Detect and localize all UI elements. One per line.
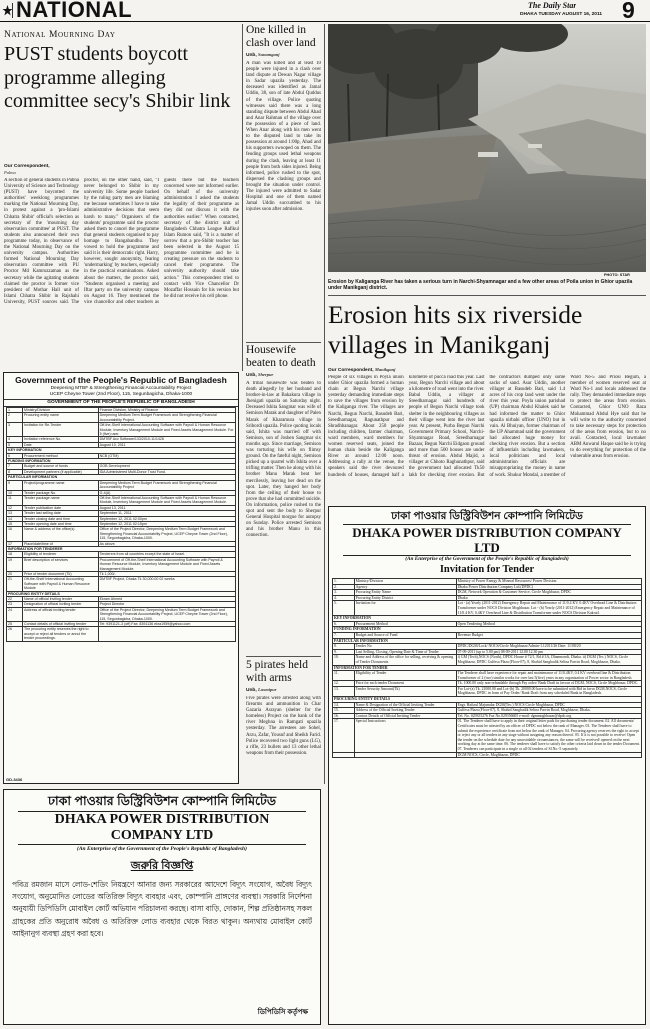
row-value: DMTBF Acc Software/133/2010-11/1428 bbox=[98, 437, 235, 442]
dpdc-en-notice-title: Invitation for Tender bbox=[439, 564, 535, 575]
row-value: G-4(A) bbox=[98, 490, 235, 495]
row-label: Ministry/Division bbox=[23, 408, 99, 413]
brief1-headline: One killed in clash over land bbox=[246, 24, 316, 49]
row-value: i) GM (Tech),NOCS (North), DPDC House # 72/1, Rd # 3A, Dhanmondi, Dhaka. ii) DGM (Tec.) NOCS, Circle Moghbazar, DPDC Gulfesa Plaza (Floor-07), 8, Shahid Sangbadik Selina Parvin Road, Moghbazar, Dhaka. bbox=[456, 655, 641, 665]
issue-dateline: DHAKA TUESDAY AUGUST 16, 2011 bbox=[520, 12, 603, 17]
star-logo bbox=[2, 3, 13, 18]
row-label bbox=[354, 752, 456, 758]
tender-section-heading: PROCURING ENTITY DETAILS bbox=[333, 697, 642, 703]
row-number: 13 bbox=[7, 511, 23, 516]
tender-section-heading: INFORMATION FOR TENDER bbox=[333, 665, 642, 671]
tender-table-body bbox=[6, 407, 236, 642]
row-label: Tender Security Amount(Tk) bbox=[354, 686, 456, 696]
row-label: Name and Address of the office for selling, receiving & opening of Tender Documents bbox=[354, 655, 456, 665]
row-value: IDA Administered Multi-Donor Trust Fund. bbox=[98, 469, 235, 474]
row-number: 7 bbox=[7, 464, 23, 469]
brief-rule bbox=[246, 656, 321, 657]
row-label: Designation of official inviting tender bbox=[23, 602, 99, 607]
row-number: 12. bbox=[333, 681, 355, 687]
lead-dateline: Pabna bbox=[4, 170, 16, 175]
page-number: 9 bbox=[622, 0, 635, 22]
table-row bbox=[7, 577, 236, 591]
row-value: Office of the Project Director, Deepening Medium Term Budget Framework and Strengthening Financial Accountability Project, UCEP Cheyne Tower (2nd Floor), 115, Segunbagicha, Dhaka-1000. bbox=[98, 527, 235, 541]
table-row bbox=[7, 627, 236, 641]
row-value: Off-the-Shelf International Accounting Software with Payroll & Human Resource Module, Inventory Management Module and Fixed Assets Management Module. For 5 (five) user. bbox=[98, 423, 235, 437]
row-value: Tenderers from all countries except the state of Israel. bbox=[98, 552, 235, 557]
row-label: Special Instructions bbox=[354, 719, 456, 752]
row-label: Procurement Method bbox=[354, 621, 456, 627]
tender-section-heading: PARTICULAR INFORMATION bbox=[333, 638, 642, 644]
row-label: Last Selling, Closing, Opening Date & Time of Tender bbox=[354, 649, 456, 655]
row-value: Tk. 1000.00 only non-refundable through Pay order/ Bank Draft in favour of DGM, NOCS, Circle Moghbazar, DPDC. bbox=[456, 681, 641, 687]
erosion-photo bbox=[328, 24, 646, 272]
tender-section-heading: PARTICULAR INFORMATION bbox=[7, 475, 236, 480]
paper-name: The Daily Star bbox=[528, 1, 577, 10]
erosion-headline: Erosion hits six riverside villages in Manikganj bbox=[328, 300, 583, 359]
row-label: Tender No bbox=[354, 644, 456, 650]
row-number: 13. bbox=[333, 686, 355, 696]
lead-kicker: National Mourning Day bbox=[4, 30, 116, 40]
brief1-source: Unb, bbox=[246, 53, 257, 58]
dpdc-bn-notice-body: পবিত্র রমজান মাসে লোড-শেডিং নিয়ন্ত্রণে আনার জন্য সরকারের আদেশে বিদ্যুৎ সংযোগ, অবৈধ বিদ্যুৎ সংযোগ, অনুমোদিত লোডের অতিরিক্ত বিদ্যুৎ ব্যবহার এবং, কোম্পানি প্রাঙ্গণের ব্যবস্থা। সরকারি নির্দেশনা অনুযায়ী ডিপিডিসি মোবাইল কোর্ট অভিযান পরিচালনা করছে। বাসা বাড়ি, দোকান, শিল্প প্রতিষ্ঠানসহ সকল গ্রাহকের প্রতি অনুরোধ অবৈধ ও অতিরিক্ত লোড ব্যবহার থেকে বিরত থাকুন। অন্যথায় মোবাইল কোর্ট আইনানুগ ব্যবস্থা গ্রহণ করা হবে। bbox=[12, 880, 312, 938]
govt-tender-table bbox=[4, 407, 238, 642]
photo-credit: PHOTO: STAR bbox=[604, 273, 630, 277]
row-label: Procuring Entity Name bbox=[354, 590, 456, 596]
row-label: Budget and Source of Fund bbox=[354, 632, 456, 638]
dpdc-bn-name-en: DHAKA POWER DISTRIBUTION COMPANY LTD bbox=[18, 811, 306, 845]
row-number: 6 bbox=[7, 453, 23, 458]
table-row bbox=[333, 681, 642, 687]
row-number: 18 bbox=[7, 552, 23, 557]
row-number: 26 bbox=[7, 627, 23, 641]
dpdc-tender-ad bbox=[328, 506, 646, 1025]
row-label: Invitation for Re-Tender bbox=[23, 423, 99, 437]
brief1-dateline: Sunamganj bbox=[258, 52, 280, 57]
erosion-byline-block bbox=[328, 367, 408, 374]
row-value: DPDC/DGM/Lock/ NOCS/Circle Moghbazar/Admin-1.12011/26 Date: 11/08/20 bbox=[456, 644, 641, 650]
erosion-photo-image bbox=[328, 24, 646, 272]
table-row bbox=[333, 655, 642, 665]
row-value: Finance Division, Ministry of Finance bbox=[98, 408, 235, 413]
row-value: Tel: 9391121-3 (off) Fax: 8391136 ekra1959@yahoo.com bbox=[98, 622, 235, 627]
row-value: DGM NOCS, Circle, Moghbazar, DPDC bbox=[456, 752, 641, 758]
row-value: As above. bbox=[98, 541, 235, 546]
row-number: 25 bbox=[7, 622, 23, 627]
govt-tender-title: Government of the People's Republic of Bangladesh bbox=[15, 375, 227, 385]
brief-rule bbox=[246, 342, 321, 343]
row-value: Deepening Medium Term Budget Framework and Strengthening Financial Accountability Project. bbox=[98, 413, 235, 423]
row-label: Tender package name bbox=[23, 495, 99, 505]
table-row bbox=[333, 752, 642, 758]
table-row bbox=[7, 607, 236, 621]
row-value: Ekram Ahmed bbox=[98, 597, 235, 602]
row-value: For Lot-(a) Tk. 21000.00 and Lot-(b) Tk. 20000.00 have to be submitted with Bid in favor DGM,NOCS, Circle Moghbazar, DPDC in form of Pay Order/ Bank Draft from any scheduled Bank in Bangladesh. bbox=[456, 686, 641, 696]
lead-byline: Our Correspondent, bbox=[4, 164, 50, 169]
column-rule bbox=[242, 24, 243, 371]
row-value: Off-the-Shelf International Accounting Software with Payroll & Human Resource Module, Inventory Management Module and Fixed Assets Management Module. bbox=[98, 495, 235, 505]
row-label: Name of official inviting tender bbox=[23, 597, 99, 602]
row-number: 16. bbox=[333, 713, 355, 719]
erosion-dateline: Manikganj bbox=[374, 367, 396, 372]
brief2-source: Unb, bbox=[246, 373, 257, 378]
row-label: Date bbox=[23, 442, 99, 447]
section-title: NATIONAL bbox=[16, 0, 133, 22]
row-value: Revenue Budget bbox=[456, 632, 641, 638]
row-number: 15 bbox=[7, 521, 23, 526]
row-value: GOB Development bbox=[98, 464, 235, 469]
brief3-body: Five pirates were arrested along with firearms and ammunition in Char Gazaria Asrayan (shelter for the homeless) Project on the bank of the river Meghna in Ramgati upazila yesterday. The arrestees are Sohel, Arzu, Zafar, Yousuf and Sheikh Farid. Police recovered two light guns (LG), a rifle, 23 bullets and 13 other lethal weapons from their possession. bbox=[246, 696, 321, 756]
row-number: 4 bbox=[7, 437, 23, 442]
row-label: Place/date/time of bbox=[23, 541, 99, 546]
brief3-source: Unb, bbox=[246, 688, 257, 693]
brief2-byline bbox=[246, 372, 321, 379]
brief-housewife bbox=[246, 344, 321, 654]
dpdc-en-name-bn: ঢাকা পাওয়ার ডিস্ট্রিবিউশন কোম্পানি লিমিটেড bbox=[391, 510, 583, 522]
row-number: 14 bbox=[7, 516, 23, 521]
row-number: 2. bbox=[333, 584, 355, 590]
row-number: 8 bbox=[7, 469, 23, 474]
row-label: Brief description of services bbox=[23, 557, 99, 571]
row-number: 10 bbox=[7, 490, 23, 495]
row-label: Eligibility of tenderer bbox=[23, 552, 99, 557]
row-label: Procurement method bbox=[23, 453, 99, 458]
row-label: Tender publication date bbox=[23, 505, 99, 510]
dpdc-en-name: DHAKA POWER DISTRIBUTION COMPANY LTD bbox=[343, 524, 631, 556]
row-value: Procurement of Off-the-Shelf International Accounting Software with Payroll & Human Resource Module, Inventory Management Module and Fixed Assets Management Module. bbox=[98, 557, 235, 571]
erosion-source: Our Correspondent, bbox=[328, 368, 374, 373]
row-label: Tender last selling date bbox=[23, 511, 99, 516]
row-number: 3. bbox=[333, 590, 355, 596]
row-label: Development partners (if applicable) bbox=[23, 469, 99, 474]
tender-section-heading: KEY INFORMATION bbox=[333, 616, 642, 622]
row-label: Invitation reference No. bbox=[23, 437, 99, 442]
row-number: 11. bbox=[333, 671, 355, 681]
row-label: Tender package No. bbox=[23, 490, 99, 495]
row-value: 07-09-2011 (up to 5.00 pm) 08-09-2011 12.00 12.30 pm bbox=[456, 649, 641, 655]
govt-tender-line: Deepening MTBF & Strengthening Financial Accountability Project bbox=[50, 386, 192, 391]
row-value: Tel. No. 029355276 Fax No.029356605 e-mail: dgmmoghbazar@dpdc.org bbox=[456, 713, 641, 719]
table-row bbox=[333, 671, 642, 681]
erosion-byline bbox=[328, 367, 408, 374]
row-number: 22 bbox=[7, 597, 23, 602]
govt-tender-subtitle: GOVERNMENT OF THE PEOPLE'S REPUBLIC OF BANGLADESH bbox=[4, 399, 238, 407]
govt-tender-code: GD-3436 bbox=[6, 777, 23, 782]
caption-rule bbox=[328, 295, 646, 296]
dpdc-tender-table bbox=[329, 578, 645, 758]
row-value bbox=[98, 627, 235, 641]
row-number: 7. bbox=[333, 632, 355, 638]
row-label: Contact details of official inviting tender bbox=[23, 622, 99, 627]
row-value: Office of the Project Director, Deepening Medium Term Budget Framework and Strengthening Financial Accountability Project, UCEP Cheyne Tower (2nd Floor), 115, Segunbagicha, Dhaka-1000. bbox=[98, 607, 235, 621]
row-label: Address of official inviting tender bbox=[23, 607, 99, 621]
row-value: DGM, Network Operation & Customer Service, Circle Moghbazar, DPDC bbox=[456, 590, 641, 596]
row-label: Name & Designation of the Official Inviting Tender bbox=[354, 702, 456, 708]
brief1-byline bbox=[246, 52, 321, 59]
brief3-headline: 5 pirates held with arms bbox=[246, 659, 308, 684]
lead-byline-block bbox=[4, 164, 64, 176]
dpdc-bangla-notice bbox=[3, 789, 321, 1025]
masthead bbox=[0, 0, 650, 22]
row-value: 01. The Tenderer shall have to apply in their original letter pads for purchasing tender document. 02. All documents/ Certificates must be attested by an officer of DPDC not below the rank of Manager. 03. The Tenderer shall have to submit the experience certificate from not below the rank of Manager. 04. Procuring agency reserves the right to accept or reject any or all tenders in any stage without assigning any reason thereof. 05. If it is not possible to receive/ Open the tender on the schedule date for any unavoidable circumstances, the same will be received/ opened on the next working day at the same time. 06. The tenderer shall have to satisfy the other criteria laid down in the tender Document. 07. Tenderers can participate in a single or all 02 tenders of Sl.No.-5 separately. bbox=[457, 719, 640, 751]
row-label: Off-the-Shelf International Accounting Software with Payroll & Human Resource Module bbox=[23, 577, 99, 591]
photo-caption: Erosion by Kaliganga River has taken a serious turn in Narchi-Shyamnagar and a few other areas of Poila union in Ghior upazila under Manikganj district. bbox=[328, 279, 633, 292]
table-row bbox=[7, 527, 236, 541]
brief1-body: A man was killed and at least 10 people were injured in a clash over land dispute at Dewan Nagar village in Sadar upazila yesterday. The deceased was identified as Jamal Uddin, 38, son of late Abdul Quddus of the village. Police quoting witnesses said there was a long standing dispute between Abdul Ahad and Anar Rahman of the village over the possession of a piece of land. When Anar along with his men went to the disputed land to take its possession at around 1:00p, Ahad and his supporters swooped on them. The feuding groups used lethal weapons during the clash, leaving at least 11 people from both sides injured. Being informed, police rushed to the spot, dispersed the clashing groups and brought the situation under control. The injured were admitted to Sadar Hospital and one of them named Jamal Uddin succumbed to his injuries soon after admission. bbox=[246, 61, 321, 213]
dpdc-bn-name: ঢাকা পাওয়ার ডিস্ট্রিবিউশন কোম্পানি লিমিটেড bbox=[47, 794, 277, 808]
row-label: Invitation for bbox=[354, 601, 456, 616]
row-value: Lot - (a) Yearly (2011-2012) Emergency Repair and Maintenance of 11/0.4 KV, 0.4KV Overhead Line & Distribution Transformer under NOCS Division Moghbazar. Lot - (b) Yearly (2011-2012) Emergency Repair and Maintenance of 11/0.4 KV, 0.4KV Overhead Line & Distribution Transformer under NOCS Division Kakrail. bbox=[456, 601, 641, 616]
row-label: The procuring entity reserves the right to accept or reject all tenders or annul the tender proceedings. bbox=[23, 627, 99, 641]
tender-section-heading: FUNDING INFORMATION bbox=[7, 459, 236, 464]
brief-one-killed bbox=[246, 24, 321, 340]
brief3-byline bbox=[246, 687, 321, 694]
row-value: September 11, 2011 bbox=[98, 511, 235, 516]
row-number: 6. bbox=[333, 621, 355, 627]
row-label: Address of the Official Inviting Tender bbox=[354, 708, 456, 714]
row-number: 1. bbox=[333, 579, 355, 585]
row-label: Contact Details of Official Inviting Tender bbox=[354, 713, 456, 719]
row-value: DMTBF Project, Dhaka Tk 30,000.00 02 weeks bbox=[98, 577, 235, 591]
tender-section-heading: PROCURING ENTITY DETAILS bbox=[7, 591, 236, 596]
row-value: September 12, 2011 02:15pm bbox=[98, 521, 235, 526]
row-number: 21 bbox=[7, 577, 23, 591]
row-value: August 10, 2011 bbox=[98, 442, 235, 447]
table-row bbox=[7, 413, 236, 423]
row-number: 2 bbox=[7, 413, 23, 423]
brief2-headline: Housewife beaten to death bbox=[246, 344, 316, 369]
row-number: 15. bbox=[333, 708, 355, 714]
row-value: Dhaka bbox=[456, 595, 641, 601]
row-label: Budget and source of funds bbox=[23, 464, 99, 469]
row-label: Ministry/Division bbox=[354, 579, 456, 585]
row-number: 14. bbox=[333, 702, 355, 708]
row-number: 5. bbox=[333, 601, 355, 616]
brief-pirates bbox=[246, 659, 321, 783]
dpdc-bn-signature: ডিপিডিসি কর্তৃপক্ষ bbox=[257, 1009, 308, 1016]
row-label: Price of tender document (Tk) bbox=[23, 572, 99, 577]
column-rule bbox=[324, 24, 325, 784]
row-number: 8. bbox=[333, 644, 355, 650]
row-value: Open Tendering Method bbox=[456, 621, 641, 627]
row-number: 20 bbox=[7, 572, 23, 577]
row-number bbox=[333, 752, 355, 758]
lead-headline: PUST students boycott programme alleging committee secy's Shibir link bbox=[4, 43, 231, 112]
govt-tender-line: UCEP Cheyne Tower (2nd Floor), 115, Segunbagicha, Dhaka-1000 bbox=[49, 392, 193, 397]
row-label: Name & address of the office(s) bbox=[23, 527, 99, 541]
row-number: 1 bbox=[7, 408, 23, 413]
tender-section-heading: FUNDING INFORMATION bbox=[333, 627, 642, 633]
row-value: August 13, 2011 bbox=[98, 505, 235, 510]
row-value: Gulfesa Plaza (Floor-07), 8, Shahid Sangbadik Selina Parvin Road, Moghbazar, Dhaka. bbox=[456, 708, 641, 714]
row-label: Tender opening date and time bbox=[23, 521, 99, 526]
row-number: 19 bbox=[7, 557, 23, 571]
row-value: NCB (OTM) bbox=[98, 453, 235, 458]
dpdc-bn-tagline: (An Enterprise of the Government of the People's Republic of Bangladesh) bbox=[77, 846, 247, 852]
row-label: Procuring Entity District bbox=[354, 595, 456, 601]
brief2-body: A tribal housewife was beaten to death allegedly by her husband and brother-in-law at Bakakura village in Jhenigati upazila on Saturday night. Deceased Ishita Sangmar was wife of Semison Marak and daughter of Palen Marak of Kharamura village in Sribordi upazila. Police quoting locals said, Ishita was married off with Semison, son of Joshen Sangmar six months ago. Since marriage, Semison was torturing his wife on flimsy ground. On the fateful night, Semison picked up a quarrel with Ishita over a trifling matter. Then he along with his brother Manu Marak beat her mercilessly, leaving her dead on the spot. Later, they hanged her body from the ceiling of their house to prove that she had committed suicide. On information, police rushed to the spot and sent the body to Sherpur General Hospital morgue for autopsy on Sunday. Police arrested Semison and his brother Manu in this connection. bbox=[246, 381, 321, 539]
brief2-dateline: Sherpur bbox=[258, 372, 274, 377]
table-row bbox=[7, 423, 236, 437]
row-number: 12 bbox=[7, 505, 23, 510]
dpdc-en-tagline: (An Enterprise of the Government of the People's Republic of Bangladesh) bbox=[405, 556, 569, 562]
row-number: 9. bbox=[333, 649, 355, 655]
table-row bbox=[7, 480, 236, 490]
row-value: Tk 1,000/- bbox=[98, 572, 235, 577]
row-label: Procuring entity name bbox=[23, 413, 99, 423]
row-label: Tender closing date and time bbox=[23, 516, 99, 521]
tender-table-body bbox=[332, 578, 642, 758]
row-label: Price for each tender Document bbox=[354, 681, 456, 687]
row-label: Project/programme name bbox=[23, 480, 99, 490]
tender-section-heading: INFORMATION FOR TENDERER bbox=[7, 546, 236, 551]
dpdc-bn-notice-title: জরুরি বিজ্ঞপ্তি bbox=[130, 860, 194, 872]
row-label: Eligibility of Tender bbox=[354, 671, 456, 681]
row-number: 24 bbox=[7, 607, 23, 621]
row-number: 5 bbox=[7, 442, 23, 447]
row-number: 17 bbox=[7, 541, 23, 546]
row-number: 11 bbox=[7, 495, 23, 505]
row-number: 23 bbox=[7, 602, 23, 607]
row-value: Engr. Hafizul Majumdar DGM(Tec.) NOCS Circle Moghbazar, DPDC bbox=[456, 702, 641, 708]
table-row bbox=[333, 719, 642, 752]
erosion-body: People of six villages in Poyla union under Ghior upazila formed a human chain at Begun Narchi village yesterday demanding immediate steps to save the villages from erosion by the Kaliganga river. The villages are Narchi, Begun Narchi, Basudeb Bari, Sreedharnagar, Ragunathpur and Shradhhanagar. About 250 people including children, farmer chairman, ward members, ward members for women reserved seats, joined the human chain beside the Kaliganga River at around 12:00 noon. Addressing a rally at the venue, the speakers said the river devoured hundreds of houses, damaged half a kilometre of pucca road this year. Last year, Begun Narchi village and about a kilometre of road went into the river. Babul Uddin, a villager at Sreedharnagar said hundreds of people of Begun Narchi village took shelter in the neighbouring villages as their village went into the river last year. At present, Purba Begun Narchi Government Primary School, Narchi-Shyamnagar Road, Sreedharnagar Bazaar, Begun Narchi Eidgaon ground and more than 500 houses are under threat of erosion. Abdul Majid, a villager at Chhoto Raghunathpur, said the government had allocated Tk50 lakh for checking river erosion. But the contractors dumped only some sacks of sand. Asar Uddin, another villager at Basudeb Bari, said 1.4 acres of his crop land went under the river this year. Poyla union parishad (UP) chairman Abdul Khalek said he had informed the matter to Ghior upazila nirbahi officer (UNO) but in vain. Al Bhuiyan, former chairman of the UP Ahammad said the government had allocated huge money for checking river erosion. But a section of influentials including lawmakers, local politicians and local administration officials are misappropriating the money in name of work. Shukur Mondal, a member of Ward No-5 and Priosi Begum, a member of women reserved seat at Ward No-1 and locals addressed the rally. They demanded immediate steps to protect the areas from erosion. Contacted, Ghior UNO Raza Mohammad Abdul Hye said that he will write to the authority concerned to take necessary steps for protection of the areas from erosion, but to no avail. Contacted, local lawmaker ABM Anwarul Haque said he is trying to do everything for protection of the vulnerable areas from erosion. bbox=[328, 375, 646, 478]
table-row bbox=[333, 601, 642, 616]
govt-tender-ad bbox=[3, 372, 239, 784]
row-value: Deepening Medium Term Budget Framework and Strengthening Financial Accountability Project bbox=[98, 480, 235, 490]
row-value: September 12, 2011 02:00pm bbox=[98, 516, 235, 521]
row-value: Dhaka Power Distribution Company Ltd.(DPDC) bbox=[456, 584, 641, 590]
lead-body: A section of general students in Pabna University of Science and Technology (PUST) have boycotted the authorities' weeklong programmes marking the National Mourning Day, in protest against a 'pro-Islami Chhatra Shibir' official's selection as secretary of the 'mourning day observation committee' at PUST. The students also announced their own programme today, in observance of the National Mourning Day on the university campus. Authorities formed National Mourning Day observation committee with PU Proctor Md Kamruzzaman as the secretary while the agitating students claimed the proctor is former vice president of Mothar Hall unit of Islami Chhatra Shibir in Rajshahi University, PUST sources said. The proctor, on the other hand, said, "I never belonged to Shibir in my university life. Some people backed by the ruling party men are blaming me because sometimes I have to take administrative decisions that seem harsh to many." Organisers of the students' programme said the proctor asked them to cancel the programme that general students organised to pay homage to Bangabandhu. They vowed to hold the programme and said it is their democratic right. Harry, however, sought anonymity, fearing 'undermarking' by teachers, especially in the practical examinations. Asked about the matters, the proctor said, "Students organised a meeting and Iftar party on the university campus on August 16. They mentioned the vice chancellor and other teachers as guests there but the teachers concerned were not informed earlier. On behalf of the university administration I asked the students the legality of their programme as they did not discuss it with the authorities earlier." When contacted, secretary of the district unit of Bangladesh Chhatra League Rafikul Islam Rumon said, "It is a matter of sorrow that a pro-Shibir teacher has been selected in the August 15 programme committee and he is creating pressure on the students to cancel their programme. The university authority should take action." This correspondent tried to contact with Vice Chancellor Dr Mozaffar Hossain for his version but he did not receive his cell phone. bbox=[4, 178, 239, 305]
row-value: Project Director bbox=[98, 602, 235, 607]
row-value: Ministry of Power Energy & Mineral Resources/ Power Division bbox=[456, 579, 641, 585]
row-label: Agency bbox=[354, 584, 456, 590]
row-number: 9 bbox=[7, 480, 23, 490]
table-row bbox=[7, 495, 236, 505]
row-number: 10. bbox=[333, 655, 355, 665]
row-value: The Tenderer shall have experience for repair and maintenance of 11/0.4KV, 0.4 KV overhead line & Distribution Transformer of 2 (two) similar works for over last 5(five) years in any organization of Power sector in Bangladesh. bbox=[456, 671, 641, 681]
table-row bbox=[7, 557, 236, 571]
tender-section-heading: KEY INFORMATION bbox=[7, 448, 236, 453]
row-number: 17. bbox=[333, 719, 355, 752]
brief3-dateline: Laxmipur bbox=[258, 687, 277, 692]
table-row bbox=[333, 686, 642, 696]
row-number: 3 bbox=[7, 423, 23, 437]
row-number: 16 bbox=[7, 527, 23, 541]
row-number: 4. bbox=[333, 595, 355, 601]
